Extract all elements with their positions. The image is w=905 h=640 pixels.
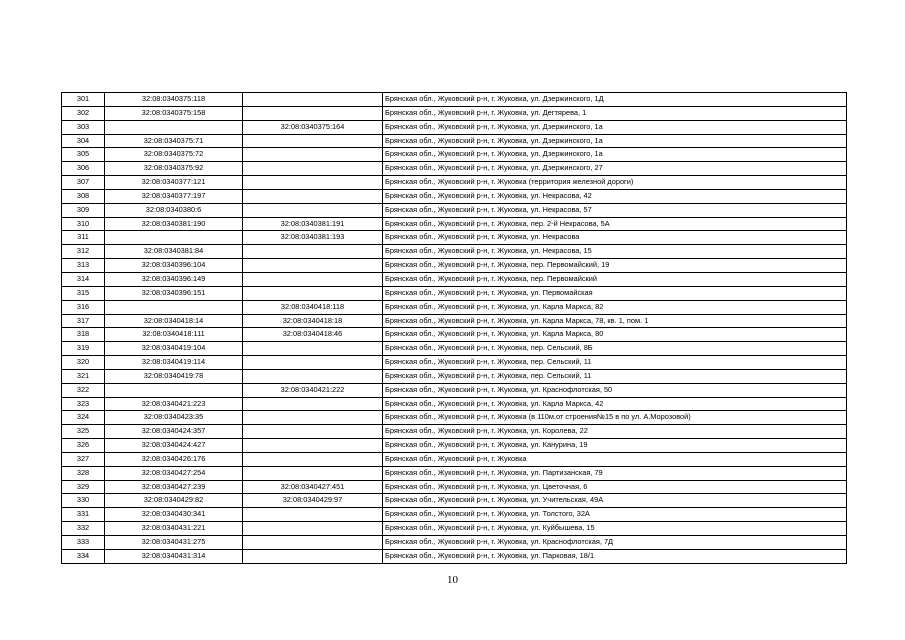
table-row (62, 93, 847, 107)
row-number-cell: 315 (62, 286, 105, 300)
address-cell: Брянская обл., Жуковский р-н, г. Жуковка, ул. Некрасова, 15 (383, 245, 847, 259)
row-number-cell: 320 (62, 356, 105, 370)
table-row (62, 217, 847, 231)
address-cell: Брянская обл., Жуковский р-н, г. Жуковка, ул. Краснофлотская, 50 (383, 383, 847, 397)
cadastral-number-cell: 32:08:0340424:357 (105, 425, 243, 439)
row-number-cell: 328 (62, 466, 105, 480)
table-row (62, 245, 847, 259)
cadastral-number-cell: 32:08:0340396:104 (105, 259, 243, 273)
address-cell: Брянская обл., Жуковский р-н, г. Жуковка, пер. Сельский, 8Б (383, 342, 847, 356)
table-row (62, 203, 847, 217)
related-cadastral-number-cell: 32:08:0340375:164 (243, 120, 383, 134)
table-row (62, 425, 847, 439)
table-row (62, 411, 847, 425)
table-row (62, 508, 847, 522)
related-cadastral-number-cell (243, 272, 383, 286)
cadastral-number-cell: 32:08:0340381:84 (105, 245, 243, 259)
address-cell: Брянская обл., Жуковский р-н, г. Жуковка, ул. Канурина, 19 (383, 439, 847, 453)
related-cadastral-number-cell (243, 522, 383, 536)
row-number-cell: 318 (62, 328, 105, 342)
row-number-cell: 301 (62, 93, 105, 107)
row-number-cell: 310 (62, 217, 105, 231)
cadastral-number-cell (105, 300, 243, 314)
address-cell: Брянская обл., Жуковский р-н, г. Жуковка, ул. Парковая, 18/1 (383, 549, 847, 563)
cadastral-number-cell: 32:08:0340375:92 (105, 162, 243, 176)
row-number-cell: 311 (62, 231, 105, 245)
cadastral-number-cell: 32:08:0340396:151 (105, 286, 243, 300)
cadastral-number-cell: 32:08:0340430:341 (105, 508, 243, 522)
address-cell: Брянская обл., Жуковский р-н, г. Жуковка, ул. Дегтярева, 1 (383, 106, 847, 120)
related-cadastral-number-cell (243, 203, 383, 217)
table-row (62, 480, 847, 494)
related-cadastral-number-cell (243, 245, 383, 259)
address-cell: Брянская обл., Жуковский р-н, г. Жуковка, пер. Первомайский (383, 272, 847, 286)
cadastral-number-cell: 32:08:0340431:275 (105, 536, 243, 550)
table-row (62, 162, 847, 176)
cadastral-number-cell: 32:08:0340375:118 (105, 93, 243, 107)
cadastral-number-cell: 32:08:0340431:221 (105, 522, 243, 536)
related-cadastral-number-cell (243, 425, 383, 439)
row-number-cell: 314 (62, 272, 105, 286)
row-number-cell: 332 (62, 522, 105, 536)
row-number-cell: 316 (62, 300, 105, 314)
row-number-cell: 319 (62, 342, 105, 356)
related-cadastral-number-cell (243, 466, 383, 480)
row-number-cell: 323 (62, 397, 105, 411)
related-cadastral-number-cell: 32:08:0340381:191 (243, 217, 383, 231)
table-row (62, 342, 847, 356)
address-cell: Брянская обл., Жуковский р-н, г. Жуковка, ул. Краснофлотская, 7Д (383, 536, 847, 550)
row-number-cell: 325 (62, 425, 105, 439)
cadastral-number-cell: 32:08:0340419:78 (105, 369, 243, 383)
address-cell: Брянская обл., Жуковский р-н, г. Жуковка, ул. Цветочная, 6 (383, 480, 847, 494)
table-row (62, 383, 847, 397)
cadastral-number-cell: 32:08:0340431:314 (105, 549, 243, 563)
related-cadastral-number-cell (243, 342, 383, 356)
cadastral-number-cell: 32:08:0340381:190 (105, 217, 243, 231)
address-cell: Брянская обл., Жуковский р-н, г. Жуковка, пер. 2-й Некрасова, 5А (383, 217, 847, 231)
row-number-cell: 305 (62, 148, 105, 162)
table-row (62, 300, 847, 314)
table-row (62, 189, 847, 203)
cadastral-number-cell: 32:08:0340380:6 (105, 203, 243, 217)
address-cell: Брянская обл., Жуковский р-н, г. Жуковка, ул. Карла Маркса, 78, кв. 1, пом. 1 (383, 314, 847, 328)
row-number-cell: 303 (62, 120, 105, 134)
parcel-table-body (62, 93, 847, 564)
table-row (62, 328, 847, 342)
address-cell: Брянская обл., Жуковский р-н, г. Жуковка (383, 452, 847, 466)
related-cadastral-number-cell (243, 369, 383, 383)
row-number-cell: 307 (62, 176, 105, 190)
row-number-cell: 304 (62, 134, 105, 148)
table-row (62, 369, 847, 383)
table-row (62, 356, 847, 370)
cadastral-number-cell: 32:08:0340429:82 (105, 494, 243, 508)
cadastral-number-cell (105, 231, 243, 245)
table-row (62, 314, 847, 328)
table-row (62, 466, 847, 480)
related-cadastral-number-cell (243, 356, 383, 370)
related-cadastral-number-cell (243, 162, 383, 176)
address-cell: Брянская обл., Жуковский р-н, г. Жуковка, ул. Карла Маркса, 42 (383, 397, 847, 411)
address-cell: Брянская обл., Жуковский р-н, г. Жуковка, ул. Карла Маркса, 82 (383, 300, 847, 314)
row-number-cell: 302 (62, 106, 105, 120)
related-cadastral-number-cell (243, 189, 383, 203)
row-number-cell: 313 (62, 259, 105, 273)
table-row (62, 259, 847, 273)
row-number-cell: 324 (62, 411, 105, 425)
row-number-cell: 317 (62, 314, 105, 328)
related-cadastral-number-cell: 32:08:0340421:222 (243, 383, 383, 397)
cadastral-number-cell: 32:08:0340418:14 (105, 314, 243, 328)
row-number-cell: 331 (62, 508, 105, 522)
row-number-cell: 309 (62, 203, 105, 217)
address-cell: Брянская обл., Жуковский р-н, г. Жуковка, ул. Толстого, 32А (383, 508, 847, 522)
cadastral-number-cell: 32:08:0340426:176 (105, 452, 243, 466)
row-number-cell: 329 (62, 480, 105, 494)
address-cell: Брянская обл., Жуковский р-н, г. Жуковка, ул. Дзержинского, 1а (383, 148, 847, 162)
related-cadastral-number-cell: 32:08:0340418:46 (243, 328, 383, 342)
cadastral-number-cell: 32:08:0340427:254 (105, 466, 243, 480)
table-row (62, 494, 847, 508)
related-cadastral-number-cell (243, 259, 383, 273)
table-row (62, 549, 847, 563)
cadastral-number-cell: 32:08:0340424:427 (105, 439, 243, 453)
related-cadastral-number-cell (243, 439, 383, 453)
address-cell: Брянская обл., Жуковский р-н, г. Жуковка, ул. Учительская, 49А (383, 494, 847, 508)
related-cadastral-number-cell (243, 106, 383, 120)
address-cell: Брянская обл., Жуковский р-н, г. Жуковка, ул. Карла Маркса, 80 (383, 328, 847, 342)
related-cadastral-number-cell: 32:08:0340418:18 (243, 314, 383, 328)
row-number-cell: 321 (62, 369, 105, 383)
table-row (62, 231, 847, 245)
cadastral-number-cell: 32:08:0340377:197 (105, 189, 243, 203)
row-number-cell: 330 (62, 494, 105, 508)
address-cell: Брянская обл., Жуковский р-н, г. Жуковка (территория железной дороги) (383, 176, 847, 190)
cadastral-number-cell: 32:08:0340396:149 (105, 272, 243, 286)
related-cadastral-number-cell (243, 148, 383, 162)
row-number-cell: 312 (62, 245, 105, 259)
cadastral-number-cell: 32:08:0340419:114 (105, 356, 243, 370)
address-cell: Брянская обл., Жуковский р-н, г. Жуковка, ул. Дзержинского, 1Д (383, 93, 847, 107)
row-number-cell: 306 (62, 162, 105, 176)
row-number-cell: 333 (62, 536, 105, 550)
related-cadastral-number-cell (243, 286, 383, 300)
row-number-cell: 326 (62, 439, 105, 453)
address-cell: Брянская обл., Жуковский р-н, г. Жуковка, ул. Королева, 22 (383, 425, 847, 439)
address-cell: Брянская обл., Жуковский р-н, г. Жуковка, ул. Первомайская (383, 286, 847, 300)
table-row (62, 272, 847, 286)
related-cadastral-number-cell (243, 93, 383, 107)
table-row (62, 452, 847, 466)
table-row (62, 286, 847, 300)
related-cadastral-number-cell: 32:08:0340381:193 (243, 231, 383, 245)
table-row (62, 106, 847, 120)
row-number-cell: 308 (62, 189, 105, 203)
address-cell: Брянская обл., Жуковский р-н, г. Жуковка, ул. Некрасова, 57 (383, 203, 847, 217)
address-cell: Брянская обл., Жуковский р-н, г. Жуковка, ул. Дзержинского, 27 (383, 162, 847, 176)
related-cadastral-number-cell (243, 549, 383, 563)
page-number: 10 (447, 574, 458, 586)
related-cadastral-number-cell (243, 508, 383, 522)
related-cadastral-number-cell (243, 176, 383, 190)
related-cadastral-number-cell: 32:08:0340418:118 (243, 300, 383, 314)
address-cell: Брянская обл., Жуковский р-н, г. Жуковка, ул. Куйбышева, 15 (383, 522, 847, 536)
table-row (62, 439, 847, 453)
related-cadastral-number-cell (243, 397, 383, 411)
cadastral-number-cell: 32:08:0340427:239 (105, 480, 243, 494)
address-cell: Брянская обл., Жуковский р-н, г. Жуковка, пер. Сельский, 11 (383, 356, 847, 370)
cadastral-number-cell: 32:08:0340423:35 (105, 411, 243, 425)
table-row (62, 148, 847, 162)
address-cell: Брянская обл., Жуковский р-н, г. Жуковка, ул. Некрасова, 42 (383, 189, 847, 203)
related-cadastral-number-cell (243, 134, 383, 148)
table-row (62, 120, 847, 134)
cadastral-number-cell: 32:08:0340419:104 (105, 342, 243, 356)
address-cell: Брянская обл., Жуковский р-н, г. Жуковка, ул. Дзержинского, 1а (383, 120, 847, 134)
table-row (62, 536, 847, 550)
related-cadastral-number-cell: 32:08:0340427:451 (243, 480, 383, 494)
table-row (62, 397, 847, 411)
cadastral-number-cell: 32:08:0340377:121 (105, 176, 243, 190)
cadastral-number-cell: 32:08:0340375:71 (105, 134, 243, 148)
table-row (62, 134, 847, 148)
address-cell: Брянская обл., Жуковский р-н, г. Жуковка, пер. Первомайский, 19 (383, 259, 847, 273)
related-cadastral-number-cell (243, 411, 383, 425)
address-cell: Брянская обл., Жуковский р-н, г. Жуковка, ул. Дзержинского, 1а (383, 134, 847, 148)
row-number-cell: 322 (62, 383, 105, 397)
address-cell: Брянская обл., Жуковский р-н, г. Жуковка (в 110м.от строения№15 в по ул. А.Морозовой) (383, 411, 847, 425)
cadastral-number-cell: 32:08:0340375:72 (105, 148, 243, 162)
row-number-cell: 334 (62, 549, 105, 563)
table-row (62, 522, 847, 536)
address-cell: Брянская обл., Жуковский р-н, г. Жуковка, пер. Сельский, 11 (383, 369, 847, 383)
related-cadastral-number-cell (243, 452, 383, 466)
related-cadastral-number-cell (243, 536, 383, 550)
cadastral-number-cell (105, 120, 243, 134)
table-row (62, 176, 847, 190)
parcel-table (61, 92, 847, 564)
related-cadastral-number-cell: 32:08:0340429:97 (243, 494, 383, 508)
address-cell: Брянская обл., Жуковский р-н, г. Жуковка, ул. Партизанская, 79 (383, 466, 847, 480)
address-cell: Брянская обл., Жуковский р-н, г. Жуковка, ул. Некрасова (383, 231, 847, 245)
cadastral-number-cell (105, 383, 243, 397)
cadastral-number-cell: 32:08:0340421:223 (105, 397, 243, 411)
cadastral-number-cell: 32:08:0340418:111 (105, 328, 243, 342)
row-number-cell: 327 (62, 452, 105, 466)
cadastral-number-cell: 32:08:0340375:158 (105, 106, 243, 120)
